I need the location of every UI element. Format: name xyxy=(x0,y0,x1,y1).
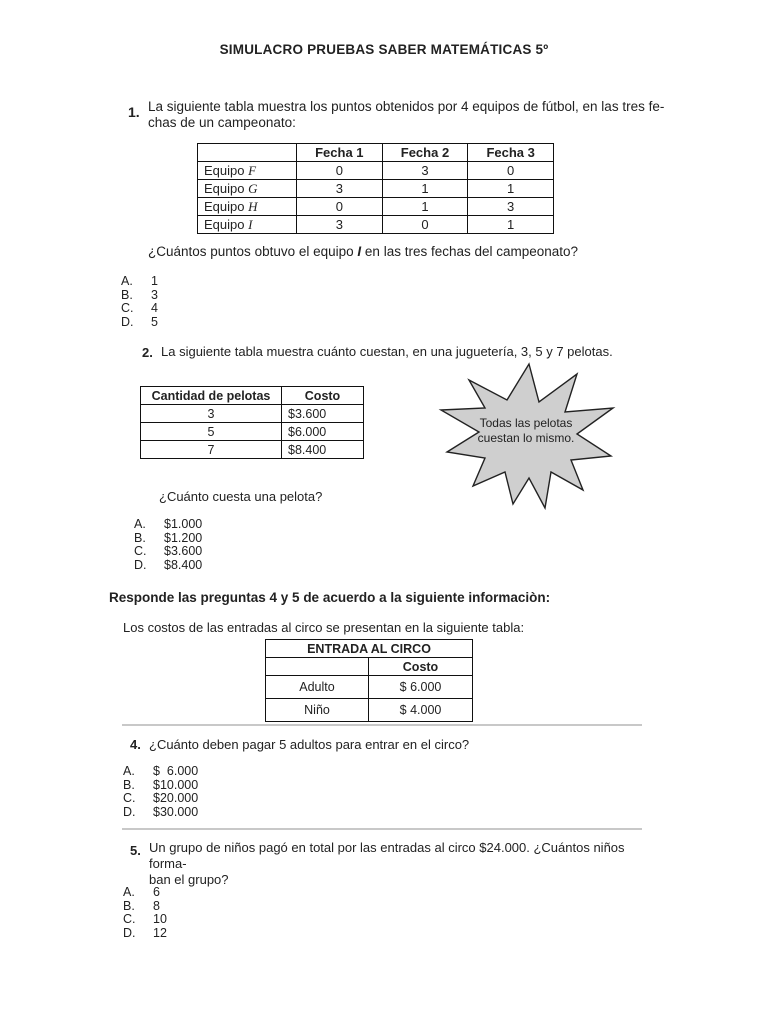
header-fecha-3: Fecha 3 xyxy=(468,144,554,162)
team-cell: Equipo G xyxy=(198,180,297,198)
team-cell: Equipo I xyxy=(198,216,297,234)
table-cell: 7 xyxy=(141,441,282,459)
question-1-number: 1. xyxy=(128,104,140,120)
question-5-text: Un grupo de niños pagó en total por las entradas al circo $24.000. ¿Cuántos niños forma- ban el grupo? xyxy=(149,840,625,887)
table-cell: Adulto xyxy=(266,676,369,699)
table-cell: 1 xyxy=(382,180,468,198)
question-4-text: ¿Cuánto deben pagar 5 adultos para entrar en el circo? xyxy=(149,737,470,752)
option-a[interactable]: A. 6 xyxy=(123,885,160,899)
section-intro: Los costos de las entradas al circo se presentan en la siguiente tabla: xyxy=(123,620,525,635)
points-table xyxy=(197,143,554,234)
team-cell: Equipo H xyxy=(198,198,297,216)
divider xyxy=(122,724,642,726)
question-2-number: 2. xyxy=(142,345,153,360)
option-a[interactable]: A. 1 xyxy=(121,274,158,288)
balls-table-header xyxy=(141,387,364,405)
table-row xyxy=(266,676,473,699)
question-1-prompt: ¿Cuántos puntos obtuvo el equipo I en las tres fechas del campeonato? xyxy=(148,244,579,259)
question-1-options xyxy=(121,275,158,329)
points-table-corner xyxy=(198,144,297,162)
table-cell: 0 xyxy=(297,198,383,216)
header-cantidad: Cantidad de pelotas xyxy=(141,387,282,405)
question-1-text-line2: chas de un campeonato: xyxy=(148,115,296,130)
question-1-text xyxy=(148,99,668,131)
table-cell: 3 xyxy=(468,198,554,216)
table-row xyxy=(141,405,364,423)
starburst-text: Todas las pelotas cuestan lo mismo. xyxy=(477,416,575,445)
option-a[interactable]: A. $ 6.000 xyxy=(123,764,199,778)
header-costo: Costo xyxy=(369,658,473,676)
balls-table xyxy=(140,386,364,459)
table-cell: $6.000 xyxy=(282,423,364,441)
header-fecha-1: Fecha 1 xyxy=(297,144,383,162)
question-5-number: 5. xyxy=(130,843,141,858)
option-d[interactable]: D. $8.400 xyxy=(134,557,203,572)
table-cell: $8.400 xyxy=(282,441,364,459)
circus-table-title-row xyxy=(266,640,473,658)
header-costo: Costo xyxy=(282,387,364,405)
table-cell: 3 xyxy=(382,162,468,180)
section-heading: Responde las preguntas 4 y 5 de acuerdo a la siguiente informaciòn: xyxy=(109,590,551,605)
team-cell: Equipo F xyxy=(198,162,297,180)
points-table-header xyxy=(198,144,554,162)
divider xyxy=(122,828,642,830)
option-c[interactable]: C. $20.000 xyxy=(123,791,199,806)
table-cell: $ 6.000 xyxy=(369,676,473,699)
table-cell: 0 xyxy=(468,162,554,180)
option-b[interactable]: B. 3 xyxy=(121,287,158,302)
option-b[interactable]: B. $10.000 xyxy=(123,777,199,792)
option-d[interactable]: D. 12 xyxy=(123,925,167,940)
table-row xyxy=(198,216,554,234)
table-row xyxy=(141,441,364,459)
table-row xyxy=(141,423,364,441)
header-fecha-2: Fecha 2 xyxy=(382,144,468,162)
question-2-text: La siguiente tabla muestra cuánto cuestan, en una juguetería, 3, 5 y 7 pelotas. xyxy=(161,344,613,359)
question-2-options xyxy=(134,518,202,572)
table-cell: Niño xyxy=(266,699,369,722)
table-row xyxy=(266,699,473,722)
page-title: SIMULACRO PRUEBAS SABER MATEMÁTICAS 5º xyxy=(219,42,549,57)
question-4-number: 4. xyxy=(130,737,141,752)
table-cell: 0 xyxy=(297,162,383,180)
circus-table xyxy=(265,639,473,722)
table-cell: 5 xyxy=(141,423,282,441)
question-5-options xyxy=(123,886,167,940)
option-d[interactable]: D. $30.000 xyxy=(123,804,199,819)
table-cell: 3 xyxy=(297,180,383,198)
option-c[interactable]: C. 10 xyxy=(123,912,167,927)
table-cell: $ 4.000 xyxy=(369,699,473,722)
table-cell: 3 xyxy=(141,405,282,423)
table-row xyxy=(198,162,554,180)
table-cell: 1 xyxy=(468,216,554,234)
option-c[interactable]: C. $3.600 xyxy=(134,544,203,559)
question-2-prompt: ¿Cuánto cuesta una pelota? xyxy=(159,489,323,504)
option-d[interactable]: D. 5 xyxy=(121,314,158,329)
table-cell: $3.600 xyxy=(282,405,364,423)
table-cell: 3 xyxy=(297,216,383,234)
table-cell: 1 xyxy=(468,180,554,198)
circus-table-title: ENTRADA AL CIRCO xyxy=(266,640,473,658)
circus-table-header xyxy=(266,658,473,676)
option-c[interactable]: C. 4 xyxy=(121,301,158,316)
table-row xyxy=(198,198,554,216)
table-row xyxy=(198,180,554,198)
option-b[interactable]: B. $1.200 xyxy=(134,530,203,545)
question-1-text-line1: La siguiente tabla muestra los puntos obtenidos por 4 equipos de fútbol, en las tres fe- xyxy=(148,99,665,114)
option-b[interactable]: B. 8 xyxy=(123,898,160,913)
question-4-options xyxy=(123,765,198,819)
table-cell: 0 xyxy=(382,216,468,234)
option-a[interactable]: A. $1.000 xyxy=(134,517,203,531)
circus-table-corner xyxy=(266,658,369,676)
table-cell: 1 xyxy=(382,198,468,216)
